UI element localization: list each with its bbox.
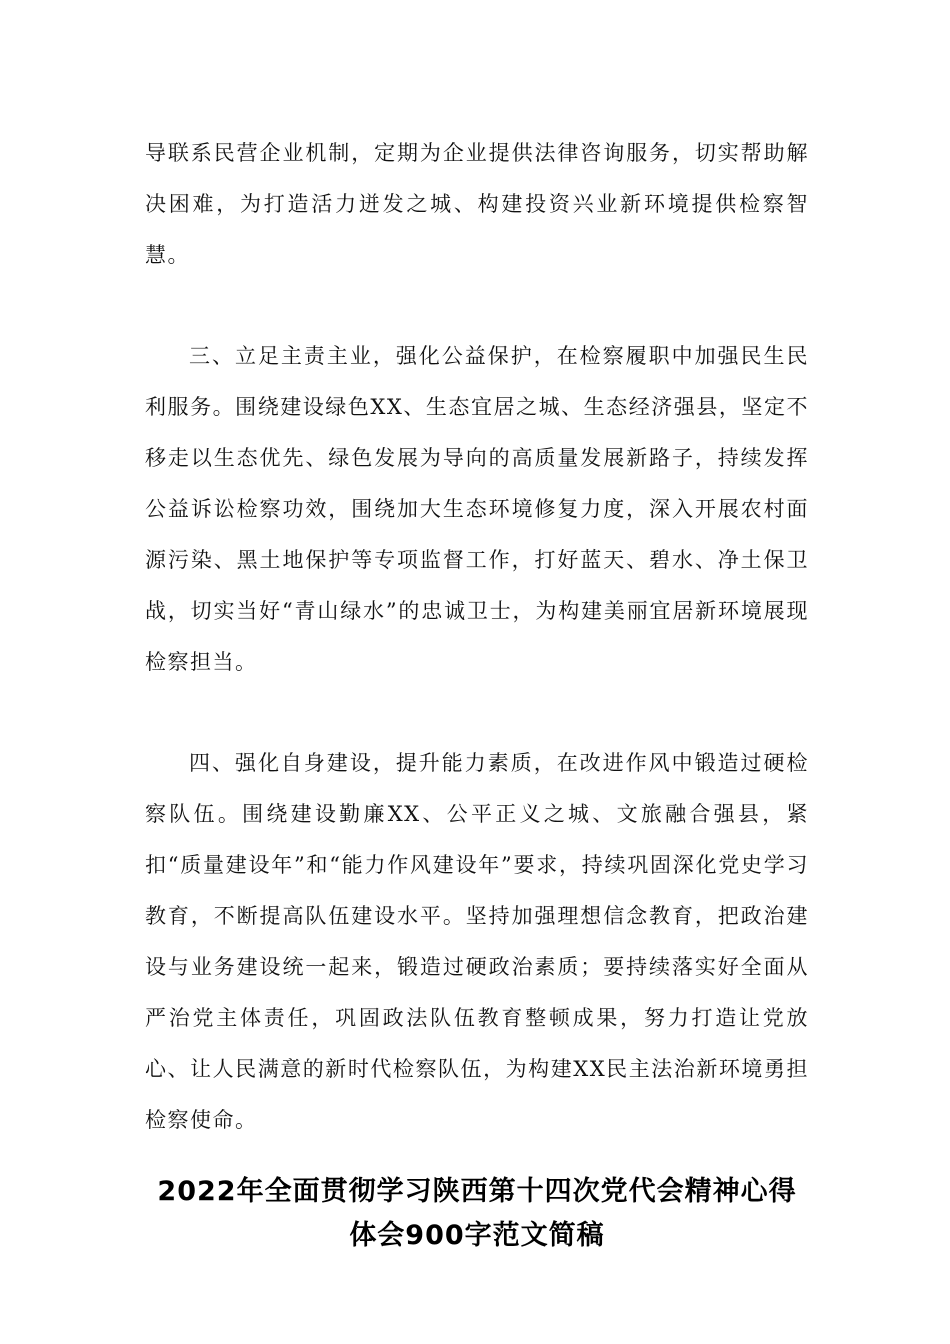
title-line-2: 体会900字范文简稿	[349, 1220, 605, 1251]
paragraph-section-three: 三、立足主责主业，强化公益保护，在检察履职中加强民生民利服务。围绕建设绿色XX、生态宜居之城、生态经济强县，坚定不移走以生态优先、绿色发展为导向的高质量发展新路子，持续发挥公益诉讼检察功效，围绕加大生态环境修复力度，深入开展农村面源污染、黑土地保护等专项监督工作，打好蓝天、碧水、净土保卫战，切实当好“青山绿水”的忠诚卫士，为构建美丽宜居新环境展现检察担当。	[145, 344, 809, 674]
paragraph-continuation: 导联系民营企业机制，定期为企业提供法律咨询服务，切实帮助解决困难，为打造活力迸发之城、构建投资兴业新环境提供检察智慧。	[145, 141, 809, 267]
document-title	[145, 1170, 809, 1258]
paragraph-gap	[145, 281, 809, 331]
paragraph-gap	[145, 688, 809, 738]
title-gap	[145, 1146, 809, 1170]
document-body	[145, 128, 809, 1258]
paragraph-section-four: 四、强化自身建设，提升能力素质，在改进作风中锻造过硬检察队伍。围绕建设勤廉XX、公平正义之城、文旅融合强县，紧扣“质量建设年”和“能力作风建设年”要求，持续巩固深化党史学习教育，不断提高队伍建设水平。坚持加强理想信念教育，把政治建设与业务建设统一起来，锻造过硬政治素质；要持续落实好全面从严治党主体责任，巩固政法队伍教育整顿成果，努力打造让党放心、让人民满意的新时代检察队伍，为构建XX民主法治新环境勇担检察使命。	[145, 751, 809, 1132]
title-line-1: 2022年全面贯彻学习陕西第十四次党代会精神心得	[157, 1176, 797, 1207]
